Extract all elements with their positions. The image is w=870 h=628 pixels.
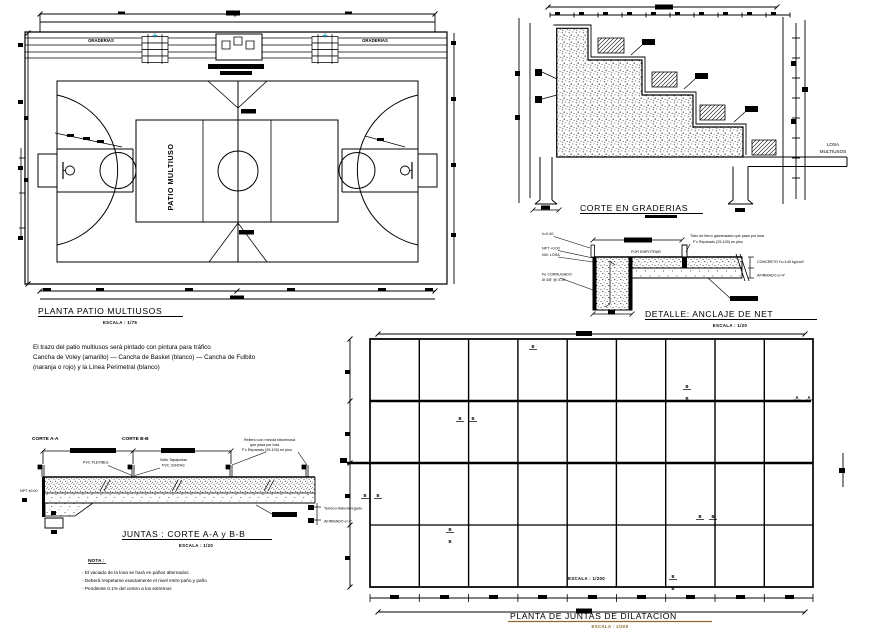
joints-title: JUNTAS : CORTE A-A y B-B	[122, 529, 246, 539]
joints-dim-mark1	[70, 448, 116, 453]
losa-label-line1: LOSA	[826, 142, 840, 147]
marker-b: B	[448, 539, 452, 544]
marker-a2: A	[807, 395, 811, 400]
grid-inner-scale: ESCALA : 1/200	[568, 576, 605, 581]
marker-b: B	[685, 396, 689, 401]
net-scale: ESCALA : 1/20	[712, 323, 748, 328]
radius-dimension-right	[365, 136, 405, 147]
sello-label2: PVC JUNTAS	[162, 463, 185, 468]
grid-dim-lines	[348, 332, 844, 615]
paint-note	[33, 344, 256, 371]
npt-label: NPT +0.00	[542, 246, 560, 251]
cut-b-label: CORTE B-B	[122, 437, 149, 442]
net-dim-mark2	[608, 311, 615, 315]
stands-slab-and-footings	[531, 157, 848, 213]
marker-a1: A	[795, 395, 799, 400]
npt-label: NPT ±0.00	[20, 489, 38, 493]
losa-label	[820, 142, 846, 154]
net-title: DETALLE: ANCLAJE DE NET	[645, 309, 774, 319]
marker-b: B	[448, 527, 452, 532]
backboard-right	[401, 154, 438, 187]
joints-scale: ESCALA : 1/20	[178, 543, 214, 548]
grid-scale-below: ESCALA : 1/200	[591, 624, 629, 628]
drawing-corte-graderias	[505, 3, 870, 218]
fe-label: Fe CORRUGADO	[542, 272, 572, 277]
concrete-label: CONCRETO f'c=140 kg/cm2	[757, 260, 804, 264]
marker-b: B	[671, 586, 675, 591]
pvc-label: PVC FLEXIBLE	[83, 460, 109, 465]
grid-title-block	[508, 611, 712, 628]
marker-b: B	[376, 493, 380, 498]
drawing-planta-juntas	[340, 325, 870, 628]
nota-line3: - Pendiente 0.1% del centro a los extremos	[82, 586, 172, 591]
marker-b: B	[363, 493, 367, 498]
net-dim-mark	[624, 238, 652, 243]
podium	[208, 34, 264, 75]
paint-note-line3: (naranja o rojo) y la Línea Perimetral (blanco)	[33, 364, 160, 371]
backboard-left	[38, 154, 75, 187]
stands-label-right: GRADERIAS	[362, 38, 388, 43]
marker-b: B	[711, 514, 715, 519]
afirmado-label: AFIRMADO e=4"	[324, 519, 353, 524]
sello-label: Sello Tapajuntas	[160, 458, 187, 462]
losa-label-line2: MULTIUSOS	[819, 149, 847, 154]
footing-dim-mark	[541, 206, 550, 210]
marker-b: B	[471, 416, 475, 421]
drawing-detalle-net	[540, 228, 870, 333]
nota-block	[82, 558, 207, 591]
stands-label-left: GRADERIAS	[88, 38, 114, 43]
marker-b: B	[698, 514, 702, 519]
nota-line1: - El vaciado de la losa se hará en paños alternados	[82, 570, 189, 575]
pipe-label2: F'c Reparado (25-100) en piso	[693, 240, 743, 244]
grid-title: PLANTA DE JUNTAS DE DILATACION	[510, 611, 677, 621]
terreno-label: Terreno Natural regado	[324, 506, 362, 511]
marker-b: B	[531, 344, 535, 349]
fill-label3: F'c Reparado (25-100) en piso	[242, 448, 292, 452]
nota-title: NOTA :	[88, 559, 105, 564]
fe-label2: Ø 3/8" @ 0.20	[542, 278, 566, 282]
net-footing	[593, 257, 632, 310]
court-name-label: PATIO MULTIUSO	[166, 143, 175, 211]
stands-title-block	[580, 203, 703, 218]
marker-b: B	[685, 384, 689, 389]
h-label: h=0.40	[542, 232, 554, 236]
nota-line2: - Deberá respetarse exactamente el nivel entre paño y paño	[82, 578, 207, 583]
pipe-label: Tubo de fierro galvanizado que pasa por losa	[690, 234, 764, 238]
expansion-joint-grid	[347, 339, 813, 587]
cut-a-label: CORTE A-A	[32, 437, 59, 442]
footing-dim-mark-right	[735, 208, 745, 212]
marker-b: B	[458, 416, 462, 421]
plan-title-block	[38, 306, 183, 325]
niv-label: NIV. LOSA	[542, 253, 560, 257]
afirmado-label: AFIRMADO e=4"	[757, 273, 786, 278]
section-cut-markers	[361, 344, 813, 591]
joints-title-block	[122, 529, 272, 548]
plan-scale: ESCALA : 1/75	[102, 320, 138, 325]
plan-title: PLANTA PATIO MULTIUSOS	[38, 306, 163, 316]
joints-dim-lines	[41, 449, 234, 465]
post-label: POR EMPOTRAR	[631, 250, 661, 254]
grid-dim-marks	[340, 331, 845, 614]
joints-dim-mark2	[161, 448, 195, 453]
joints-slab	[42, 477, 315, 534]
marker-b: B	[671, 574, 675, 579]
paint-note-line2: Cancha de Voley (amarillo) — Cancha de Basket (blanco) — Cancha de Fulbito	[33, 354, 256, 361]
drawing-juntas-corte	[18, 428, 363, 600]
paint-note-line1: El trazo del patio multiusos será pintado con pintura para tráfico	[33, 344, 211, 351]
fill-label1: Relleno con mezcla bituminosa	[244, 438, 296, 442]
stair-group-left	[142, 33, 168, 64]
court-lines	[57, 81, 418, 262]
stands-title: CORTE EN GRADERIAS	[580, 203, 689, 213]
plan-boundary	[19, 32, 447, 284]
fill-label2: que pasa por losa	[250, 443, 280, 447]
stair-group-right	[312, 33, 338, 64]
